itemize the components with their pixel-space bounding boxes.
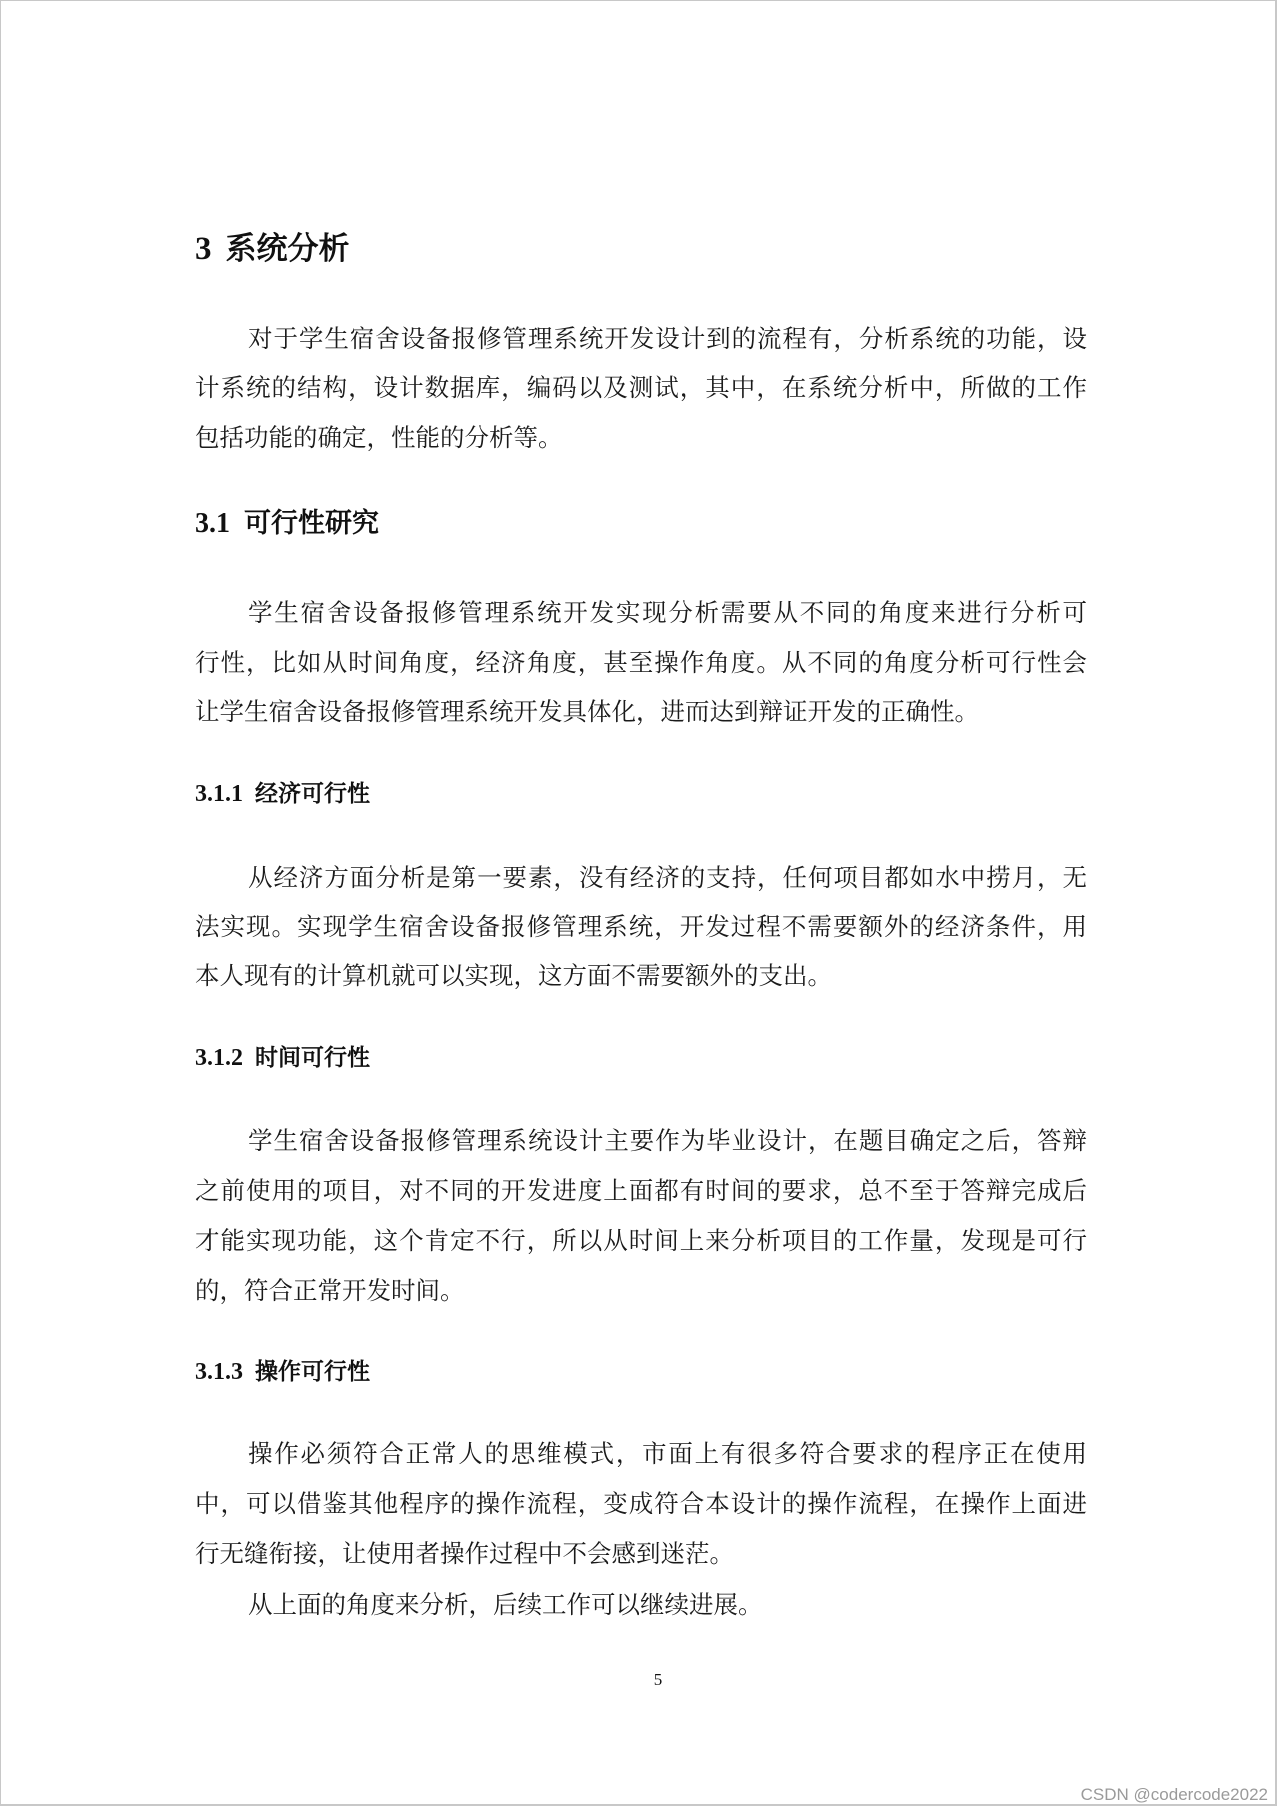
paragraph-line: 计系统的结构，设计数据库，编码以及测试，其中，在系统分析中，所做的工作	[195, 373, 1087, 402]
paragraph-line: 让学生宿舍设备报修管理系统开发具体化，进而达到辩证开发的正确性。	[195, 697, 979, 726]
closing-paragraph: 从上面的角度来分析，后续工作可以继续进展。	[248, 1590, 763, 1619]
subsection-title: 经济可行性	[255, 780, 370, 807]
paragraph-line: 才能实现功能，这个肯定不行，所以从时间上来分析项目的工作量，发现是可行	[195, 1226, 1087, 1255]
paragraph-line: 之前使用的项目，对不同的开发进度上面都有时间的要求，总不至于答辩完成后	[195, 1176, 1087, 1205]
chapter-number: 3	[195, 231, 212, 267]
paragraph-line: 学生宿舍设备报修管理系统开发实现分析需要从不同的角度来进行分析可	[248, 598, 1087, 627]
subsection-number: 3.1.3	[195, 1359, 243, 1385]
paragraph-line: 操作必须符合正常人的思维模式，市面上有很多符合要求的程序正在使用	[248, 1439, 1087, 1468]
paragraph-line: 从经济方面分析是第一要素，没有经济的支持，任何项目都如水中捞月，无	[248, 863, 1087, 892]
section-title: 可行性研究	[244, 508, 379, 539]
subsection-heading-operation	[195, 1356, 1087, 1388]
paragraph-line: 行性，比如从时间角度，经济角度，甚至操作角度。从不同的角度分析可行性会	[195, 648, 1087, 677]
section-heading	[195, 506, 1087, 542]
paragraph-line: 的，符合正常开发时间。	[195, 1276, 465, 1305]
csdn-watermark: CSDN @codercode2022	[1080, 1785, 1268, 1804]
chapter-title: 系统分析	[225, 231, 350, 267]
paragraph-line: 包括功能的确定，性能的分析等。	[195, 423, 563, 452]
subsection-number: 3.1.2	[195, 1045, 243, 1071]
paragraph-line: 中，可以借鉴其他程序的操作流程，变成符合本设计的操作流程，在操作上面进	[195, 1489, 1087, 1518]
subsection-heading-economic	[195, 778, 1087, 810]
subsection-title: 时间可行性	[255, 1044, 370, 1071]
paragraph-line: 法实现。实现学生宿舍设备报修管理系统，开发过程不需要额外的经济条件，用	[195, 912, 1087, 941]
subsection-number: 3.1.1	[195, 781, 243, 807]
page-number: 5	[653, 1670, 663, 1689]
paragraph-line: 对于学生宿舍设备报修管理系统开发设计到的流程有，分析系统的功能，设	[248, 324, 1087, 353]
paragraph-line: 本人现有的计算机就可以实现，这方面不需要额外的支出。	[195, 961, 832, 990]
subsection-heading-time	[195, 1042, 1087, 1074]
section-number: 3.1	[195, 508, 230, 539]
subsection-title: 操作可行性	[255, 1358, 370, 1385]
paragraph-line: 行无缝衔接，让使用者操作过程中不会感到迷茫。	[195, 1539, 734, 1568]
chapter-heading	[195, 229, 1087, 269]
paragraph-line: 学生宿舍设备报修管理系统设计主要作为毕业设计，在题目确定之后，答辩	[248, 1126, 1087, 1155]
